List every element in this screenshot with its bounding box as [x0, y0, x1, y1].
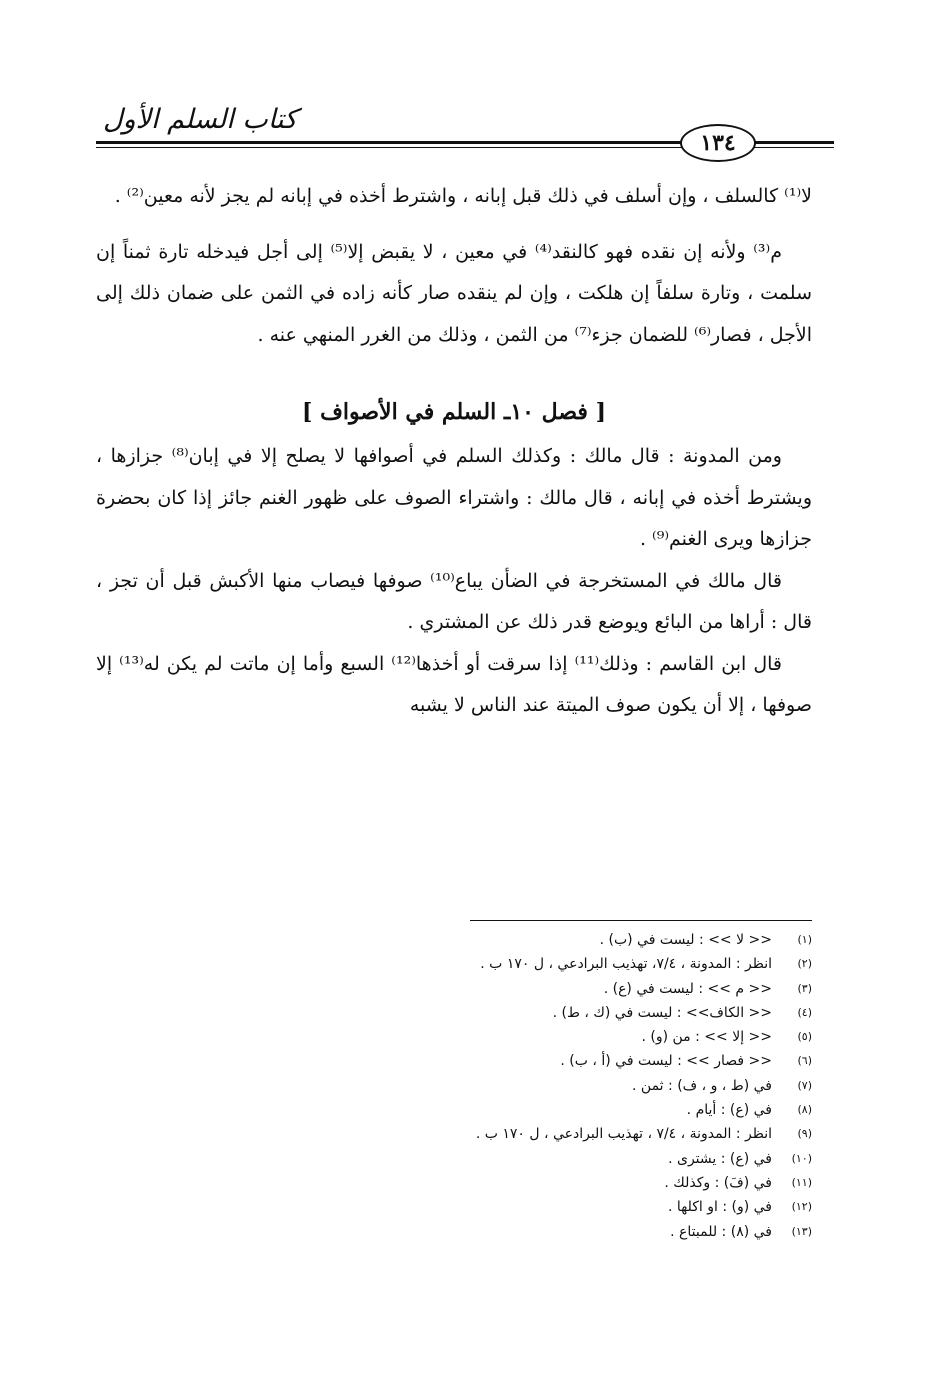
footnote-number: (١)	[797, 933, 812, 946]
paragraph-5: قال ابن القاسم : وذلك⁽¹¹⁾ إذا سرقت أو أخذها⁽¹²⁾ السبع وأما إن ماتت لم يكن له⁽¹³⁾ إلا صوفها ، إلا أن يكون صوف الميتة عند الناس لا يشبه	[96, 652, 812, 716]
footnote-number: (١٣)	[791, 1224, 812, 1238]
footnote-item	[96, 1122, 812, 1146]
footnote-item	[96, 1098, 812, 1122]
footnote-text: في (ع) : أيام .	[686, 1102, 772, 1119]
footnote-item	[96, 977, 812, 1001]
footnote-text: انظر : المدونة ، ٧/٤، تهذيب البرادعي ، ل ١٧٠ ب .	[480, 956, 772, 973]
paragraph-4: قال مالك في المستخرجة في الضأن يباع⁽¹⁰⁾ صوفها فيصاب منها الأكبش قبل أن تجز ، قال : أراها من البائع ويوضع قدر ذلك عن المشتري .	[96, 569, 812, 633]
footnote-item	[96, 1195, 812, 1219]
footnote-separator	[470, 920, 812, 921]
footnote-item	[96, 1001, 812, 1025]
footnote-text: في (ط ، و ، ف) : ثمن .	[632, 1077, 772, 1094]
footnote-number: (٤)	[797, 1005, 812, 1019]
footnote-item	[96, 1220, 812, 1244]
footnote-text: << م >> : ليست في (ع) .	[603, 980, 772, 997]
section-heading: [ فصل ١٠ـ السلم في الأصواف ]	[302, 399, 606, 425]
paragraph-1: لا⁽¹⁾ كالسلف ، وإن أسلف في ذلك قبل إبانه ، واشترط أخذه في إبانه لم يجز لأنه معين⁽²⁾ .	[114, 185, 812, 207]
footnote-item	[96, 1171, 812, 1195]
footnote-list	[96, 928, 812, 1244]
footnote-number: (١٢)	[791, 1200, 812, 1214]
footnote-text: << الكاف>> : ليست في (ك ، ط) .	[552, 1004, 772, 1021]
footnote-item	[96, 1074, 812, 1098]
footnote-number: (٦)	[797, 1054, 812, 1068]
footnote-text: << فصار >> : ليست في (أ ، ب) .	[560, 1053, 772, 1070]
footnote-item	[96, 1049, 812, 1073]
footnote-item	[96, 1147, 812, 1171]
main-text	[96, 176, 812, 727]
footnote-number: (٣)	[797, 981, 812, 995]
page-number: ١٣٤	[680, 124, 756, 162]
footnote-number: (٢)	[797, 957, 812, 971]
footnote-item	[96, 928, 812, 952]
footnote-number: (٨)	[797, 1103, 812, 1117]
footnote-text: في (٨) : للمبتاع .	[670, 1223, 772, 1240]
paragraph-2: م⁽³⁾ ولأنه إن نقده فهو كالنقد⁽⁴⁾ في معين ، لا يقبض إلا⁽⁵⁾ إلى أجل فيدخله تارة ثمناً إن سلمت ، وتارة سلفاً إن هلكت ، وإن لم ينقده صار كأنه زاده في الثمن على ضمان ذلك إلى الأجل ، فصار⁽⁶⁾ للضمان جزء⁽⁷⁾ من الثمن ، وذلك من الغرر المنهي عنه .	[96, 240, 812, 346]
footnote-text: << إلا >> : من (و) .	[641, 1029, 772, 1046]
footnote-text: في (و) : او اكلها .	[667, 1199, 772, 1216]
footnote-item	[96, 952, 812, 976]
running-header-title: كتاب السلم الأول	[102, 104, 298, 135]
footnote-text: في (ع) : يشترى .	[668, 1150, 772, 1167]
footnote-text: في (فَ) : وكذلك .	[664, 1174, 772, 1191]
footnote-number: (٧)	[797, 1078, 812, 1092]
footnote-text: انظر : المدونة ، ٧/٤ ، تهذيب البرادعي ، ل ١٧٠ ب .	[475, 1126, 772, 1143]
footnote-number: (٥)	[797, 1030, 812, 1044]
paragraph-3: ومن المدونة : قال مالك : وكذلك السلم في أصوافها لا يصلح إلا في إبان⁽⁸⁾ جزازها ، ويشترط أخذه في إبانه ، قال مالك : واشتراء الصوف على ظهور الغنم جائز إذا كان بحضرة جزازها ويرى الغنم⁽⁹⁾ .	[96, 445, 812, 550]
footnote-text: << لا >> : ليست في (ب) .	[599, 932, 772, 948]
footnote-item	[96, 1025, 812, 1049]
footnote-number: (١١)	[791, 1175, 812, 1189]
footnote-number: (١٠)	[791, 1151, 812, 1165]
footnote-number: (٩)	[797, 1127, 812, 1141]
